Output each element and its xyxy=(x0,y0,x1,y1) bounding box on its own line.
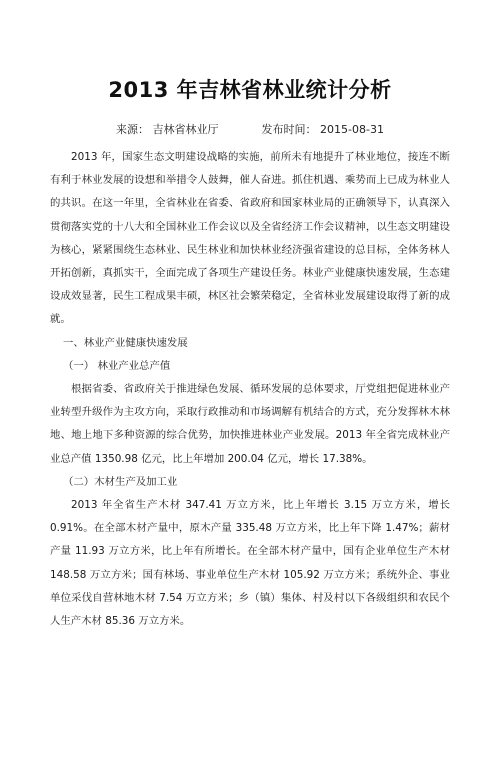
date-label: 发布时间： xyxy=(261,123,317,136)
subsection-heading-timber: （二）木材生产及加工业 xyxy=(63,475,178,488)
source-value: 吉林省林业厅 xyxy=(152,123,219,136)
page-title: 2013 年吉林省林业统计分析 xyxy=(108,78,392,102)
output-paragraph: 根据省委、省政府关于推进绿色发展、循环发展的总体要求，厅党组把促进林业产业转型升级作为主攻方向，采取行政推动和市场调解有机结合的方式，充分发挥林木林地、地上地下多种资源的综合优势，加快推进林业产业发展。2013 年全省完成林业产业总产值 1350.98 亿元，比上年增加 200.04 亿元，增长 17.38%。 xyxy=(50,383,450,465)
section-heading: 一、林业产业健康快速发展 xyxy=(63,336,188,349)
intro-paragraph: 2013 年，国家生态文明建设战略的实施，前所未有地提升了林业地位，接连不断有利于林业发展的设想和举措令人鼓舞，催人奋进。抓住机遇、乘势而上已成为林业人的共识。在这一年里，全省林业在省委、省政府和国家林业局的正确领导下，认真深入贯彻落实党的十八大和全国林业工作会议以及全省经济工作会议精神，以生态文明建设为核心，紧紧围绕生态林业、民生林业和加快林业经济强省建设的总目标，全体务林人开拓创新，真抓实干，全面完成了各项生产建设任务。林业产业健康快速发展，生态建设成效显著，民生工程成果丰硕，林区社会繁荣稳定，全省林业发展建设取得了新的成就。 xyxy=(50,151,450,326)
date-value: 2015-08-31 xyxy=(320,123,384,136)
subsection-heading-output: （一） 林业产业总产值 xyxy=(63,359,171,372)
timber-paragraph: 2013 年全省生产木材 347.41 万立方米，比上年增长 3.15 万立方米，增长 0.91%。在全部木材产量中，原木产量 335.48 万立方米，比上年下降 1.47%；薪材产量 11.93 万立方米，比上年有所增长。在全部木材产量中，国有企业单位生产木材 148.58 万立方米；国有林场、事业单位生产木材 105.92 万立方米；系统外企、事业单位采伐自营林地木材 7.54 万立方米；乡（镇）集体、村及村以下各级组织和农民个人生产木材 85.36 万立方米。 xyxy=(50,499,450,628)
source-label: 来源： xyxy=(116,123,150,136)
article-meta xyxy=(0,121,500,137)
article-body xyxy=(50,146,450,633)
